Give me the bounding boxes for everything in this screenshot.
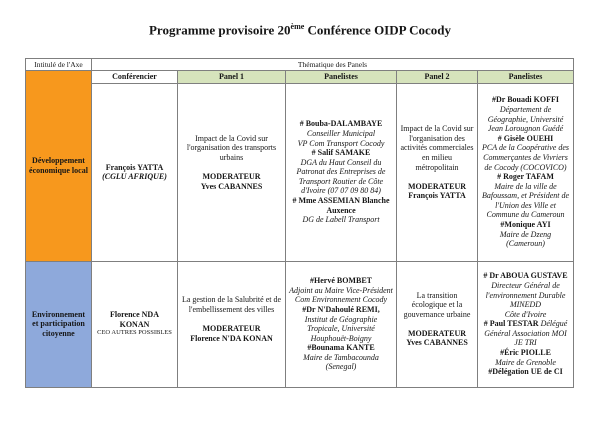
axis-cell-environnement: Environnement et participation citoyenne	[26, 261, 92, 387]
axis-cell-developpement: Développement économique local	[26, 71, 92, 262]
col-header-panel1: Panel 1	[178, 71, 286, 84]
col-header-panel2: Panel 2	[397, 71, 478, 84]
panelistes-cell-transports: # Bouba-DALAMBAYE Conseiller Municipal VP Com Transport Cocody # Salif SAMAKE DGA du Haut Conseil du Patronat des Entreprises de Transport Routier de Côte d'Ivoire (07 07 09 80 84) # Mme ASSEMIAN Blanche Auxence DG de Labell Transport	[286, 83, 397, 261]
conferencier-cell-konan: Florence NDA KONAN CEO AUTRES POSSIBLES	[92, 261, 178, 387]
title-superscript: ème	[290, 22, 305, 31]
row-environnement-participation	[26, 261, 574, 387]
panelistes-cell-commerces: #Dr Bouadi KOFFI Département de Géographie, Université Jean Lorougnon Guédé # Gisèle OUEHI PCA de la Coopérative des Commerçantes de Vivriers de Cocody (COCOVICO) # Roger TAFAM Maire de la ville de Bafoussam, et Président de l'Union des Ville et Commune du Cameroun #Monique AYI Maire de Dzeng (Cameroun)	[478, 83, 574, 261]
col-header-conferencier: Conférencier	[92, 71, 178, 84]
col-header-panelistes2: Panelistes	[478, 71, 574, 84]
panelistes-cell-salubrite: #Hervé BOMBET Adjoint au Maire Vice-Président Com Environnement Cocody #Dr N'Dahoulé REMI, Institut de Géographie Tropicale, Université Houphouët-Boigny #Bounama KANTE Maire de Tambacounda (Senegal)	[286, 261, 397, 387]
panelistes-cell-transition: # Dr ABOUA GUSTAVE Directeur Général de l'environnement Durable MINEDD Côte d'Ivoire # Paul TESTAR Délégué Général Association MOI JE TRI #Éric PIOLLE Maire de Grenoble #Délégation UE de CI	[478, 261, 574, 387]
col-header-panelistes1: Panelistes	[286, 71, 397, 84]
title-text-suffix: Conférence OIDP Cocody	[304, 22, 451, 38]
thematic-header-cell: Thématique des Panels	[92, 59, 574, 71]
panel1-cell-transports: Impact de la Covid sur l'organisation des transports urbains MODERATEUR Yves CABANNES	[178, 83, 286, 261]
panel2-cell-commerces: Impact de la Covid sur l'organisation des activités commerciales en milieu métropolitain MODERATEUR François YATTA	[397, 83, 478, 261]
table-header-row-columns	[26, 71, 574, 84]
panel1-cell-salubrite: La gestion de la Salubrité et de l'embellissement des villes MODERATEUR Florence N'DA KONAN	[178, 261, 286, 387]
table-header-row-top	[26, 59, 574, 71]
row-developpement-economique	[26, 83, 574, 261]
axis-header-cell: Intitulé de l'Axe	[26, 59, 92, 71]
title-text: Programme provisoire 20	[148, 22, 291, 38]
program-table	[25, 58, 574, 388]
document-title	[0, 22, 600, 38]
panel2-cell-transition: La transition écologique et la gouvernance urbaine MODERATEUR Yves CABANNES	[397, 261, 478, 387]
conferencier-cell-yatta: François YATTA (CGLU AFRIQUE)	[92, 83, 178, 261]
